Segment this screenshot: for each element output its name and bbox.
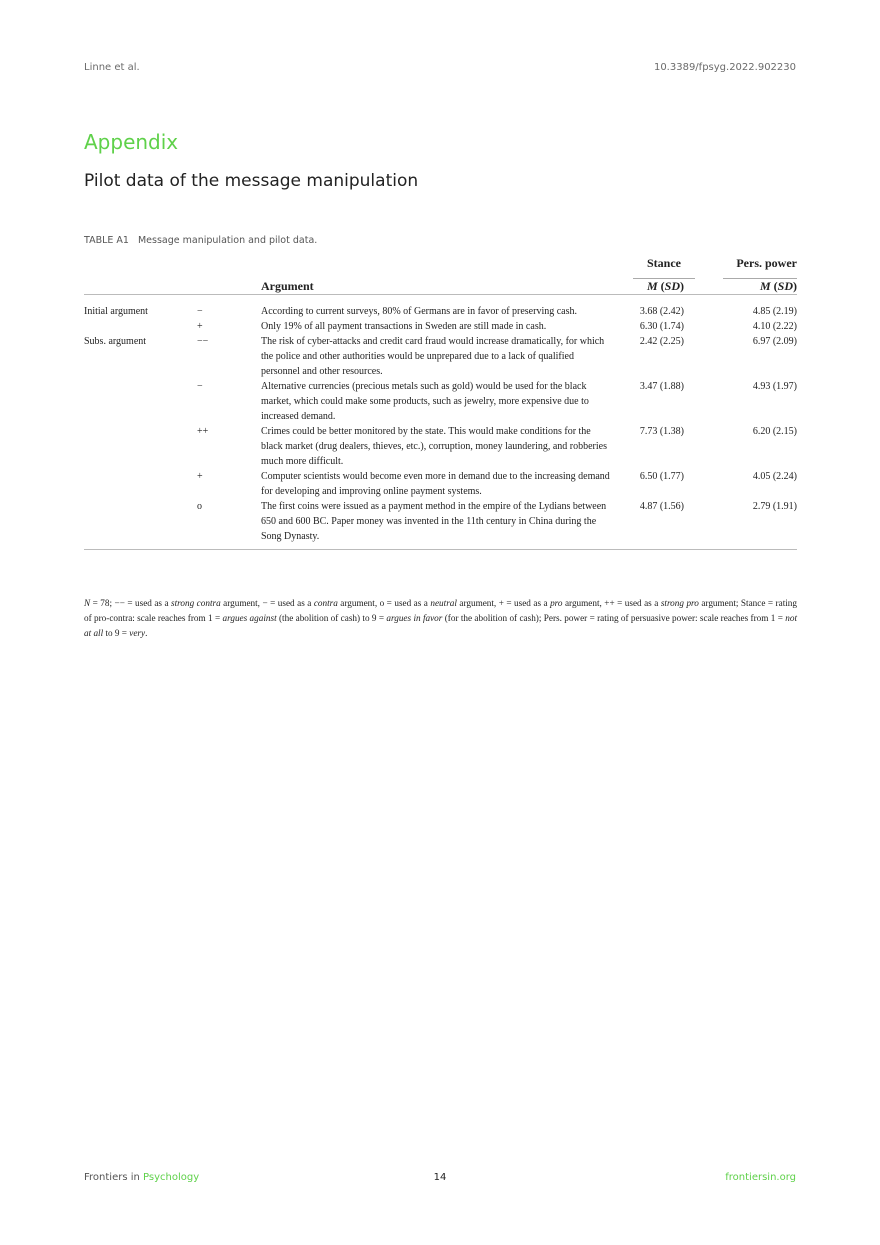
row-label <box>84 379 197 424</box>
row-stance: 3.68 (2.42) <box>639 306 684 317</box>
row-symbol: − <box>197 306 203 317</box>
row-stance: 2.42 (2.25) <box>639 336 684 347</box>
row-argument: According to current surveys, 80% of Germans are in favor of preserving cash. <box>261 306 578 317</box>
col-header-argument: Argument <box>261 279 612 295</box>
running-head-doi: 10.3389/fpsyg.2022.902230 <box>653 62 796 73</box>
row-label <box>84 469 197 499</box>
row-power: 6.97 (2.09) <box>752 336 797 347</box>
appendix-title: Appendix <box>84 130 179 154</box>
running-head-authors: Linne et al. <box>84 62 140 73</box>
table-header-row <box>84 279 797 295</box>
table-row <box>84 499 797 550</box>
data-table <box>84 256 797 550</box>
row-argument: Only 19% of all payment transactions in Sweden are still made in cash. <box>261 321 547 332</box>
row-power: 6.20 (2.15) <box>752 426 797 437</box>
row-label: Initial argument <box>84 306 148 317</box>
row-stance: 3.47 (1.88) <box>639 381 684 392</box>
section-title: Pilot data of the message manipulation <box>84 171 419 191</box>
row-label <box>84 499 197 550</box>
table-row <box>84 469 797 499</box>
row-power: 4.85 (2.19) <box>752 306 797 317</box>
row-stance: 7.73 (1.38) <box>639 426 684 437</box>
row-argument: The first coins were issued as a payment method in the empire of the Lydians between 650 and 600 BC. Paper money was invented in the 11th century in China during the Song Dynasty. <box>261 499 612 550</box>
footer-page-number: 14 <box>433 1172 447 1183</box>
row-power: 2.79 (1.91) <box>695 499 797 550</box>
row-symbol: − <box>197 381 203 392</box>
row-argument: Crimes could be better monitored by the state. This would make conditions for the black market (drug dealers, thieves, etc.), corruption, money laundering, and robberies much more difficult. <box>261 426 607 467</box>
row-label: Subs. argument <box>84 336 147 347</box>
table-container <box>84 256 797 550</box>
row-label <box>84 424 197 469</box>
row-stance: 6.50 (1.77) <box>639 471 684 482</box>
table-row <box>84 379 797 424</box>
row-power: 4.05 (2.24) <box>752 471 797 482</box>
row-symbol: o <box>197 499 261 550</box>
table-group-header-row <box>84 256 797 279</box>
row-symbol: −− <box>197 336 209 347</box>
table-row <box>84 424 797 469</box>
footer-site-link[interactable]: frontiersin.org <box>725 1172 796 1183</box>
group-header-stance: Stance <box>633 256 695 279</box>
row-stance: 6.30 (1.74) <box>639 321 684 332</box>
row-symbol: ++ <box>197 426 209 437</box>
footer-journal: Frontiers in Psychology <box>84 1172 200 1183</box>
row-argument: Alternative currencies (precious metals such as gold) would be used for the black market, which could make some products, such as jewelry, more expensive due to increased demand. <box>261 381 589 422</box>
table-row <box>84 319 797 334</box>
row-power: 4.10 (2.22) <box>752 321 797 332</box>
row-argument: The risk of cyber-attacks and credit card fraud would increase dramatically, for which the police and other authorities would be unprepared due to a lack of qualified personnel and other resources. <box>261 336 605 377</box>
row-power: 4.93 (1.97) <box>752 381 797 392</box>
row-symbol: + <box>197 471 203 482</box>
row-argument: Computer scientists would become even more in demand due to the increasing demand for developing and improving online payment systems. <box>261 471 610 497</box>
group-header-power: Pers. power <box>723 256 797 279</box>
table-caption <box>84 235 317 246</box>
row-label <box>84 319 197 334</box>
table-caption-text: Message manipulation and pilot data. <box>137 235 318 246</box>
row-symbol: + <box>197 321 203 332</box>
table-row <box>84 334 797 379</box>
table-row <box>84 295 797 320</box>
table-footnote: N = 78; −− = used as a strong contra argument, − = used as a contra argument, o = used as a neutral argument, + = used as a pro argument, ++ = used as a strong pro argument; Stance = rating of pro-contra: scale reaches from 1 = argues against (the abolition of cash) to 9 = argues in favor (for the abolition of cash); Pers. power = rating of persuasive power: scale reaches from 1 = not at all to 9 = very. <box>84 598 798 638</box>
col-header-power-msd: M (SD) <box>695 279 797 295</box>
row-stance: 4.87 (1.56) <box>612 499 695 550</box>
col-header-stance-msd: M (SD) <box>612 279 695 295</box>
table-caption-label: TABLE A1 <box>84 235 129 246</box>
